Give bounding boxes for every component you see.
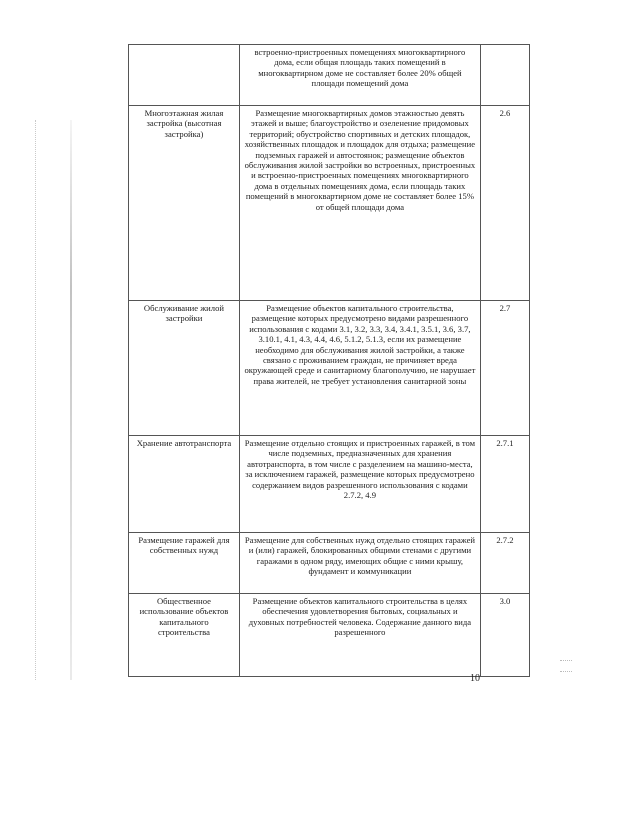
table-row [129,533,530,594]
table-row [129,45,530,106]
use-code-cell: 3.0 [480,594,529,677]
use-description-cell: встроенно-пристроенных помещениях многоквартирного дома, если общая площадь таких помещений в многоквартирном доме не составляет более 20% общей площади помещений дома [239,45,480,106]
table-row [129,594,530,677]
use-name-cell: Обслуживание жилой застройки [129,301,240,436]
use-code-cell: 2.6 [480,106,529,301]
table-row [129,106,530,301]
use-description-cell: Размещение многоквартирных домов этажностью девять этажей и выше; благоустройство и озеленение придомовых территорий; обустройство спортивных и детских площадок, хозяйственных площадок и площадок для отдыха; размещение подземных гаражей и автостоянок; размещение объектов обслуживания жилой застройки во встроенных, пристроенных и встроенно-пристроенных помещениях многоквартирного дома в отдельных помещениях дома, если площадь таких помещений в многоквартирном доме не составляет более 15% от общей площади дома [239,106,480,301]
use-code-cell: 2.7.2 [480,533,529,594]
use-description-cell: Размещение объектов капитального строительства, размещение которых предусмотрено видами разрешенного использования с кодами 3.1, 3.2, 3.3, 3.4, 3.4.1, 3.5.1, 3.6, 3.7, 3.10.1, 4.1, 4.3, 4.4, 4.6, 5.1.2, 5.1.3, если их размещение необходимо для обслуживания жилой застройки, а также связано с проживанием граждан, не причиняет вреда окружающей среде и санитарному благополучию, не нарушает права жителей, не требует установления санитарной зоны [239,301,480,436]
use-name-cell: Хранение автотранспорта [129,436,240,533]
use-description-cell: Размещение для собственных нужд отдельно стоящих гаражей и (или) гаражей, блокированных общими стенами с другими гаражами в одном ряду, имеющих общие с ними крышу, фундамент и коммуникации [239,533,480,594]
use-description-cell: Размещение объектов капитального строительства в целях обеспечения удовлетворения бытовых, социальных и духовных потребностей человека. Содержание данного вида разрешенного [239,594,480,677]
table-row [129,301,530,436]
scan-artifact-marks [560,660,572,672]
use-description-cell: Размещение отдельно стоящих и пристроенных гаражей, в том числе подземных, предназначенных для хранения автотранспорта, в том числе с разделением на машино-места, за исключением гаражей, размещение которых предусмотрено содержанием видов разрешенного использования с кодами 2.7.2, 4.9 [239,436,480,533]
use-code-cell [480,45,529,106]
use-name-cell: Многоэтажная жилая застройка (высотная застройка) [129,106,240,301]
page-number: 10 [470,673,480,684]
land-use-table [128,44,530,677]
scan-artifact-edge [70,120,72,680]
scan-artifact-dots [35,120,38,680]
table-row [129,436,530,533]
use-code-cell: 2.7 [480,301,529,436]
use-name-cell: Общественное использование объектов капитального строительства [129,594,240,677]
use-name-cell: Размещение гаражей для собственных нужд [129,533,240,594]
use-name-cell [129,45,240,106]
use-code-cell: 2.7.1 [480,436,529,533]
